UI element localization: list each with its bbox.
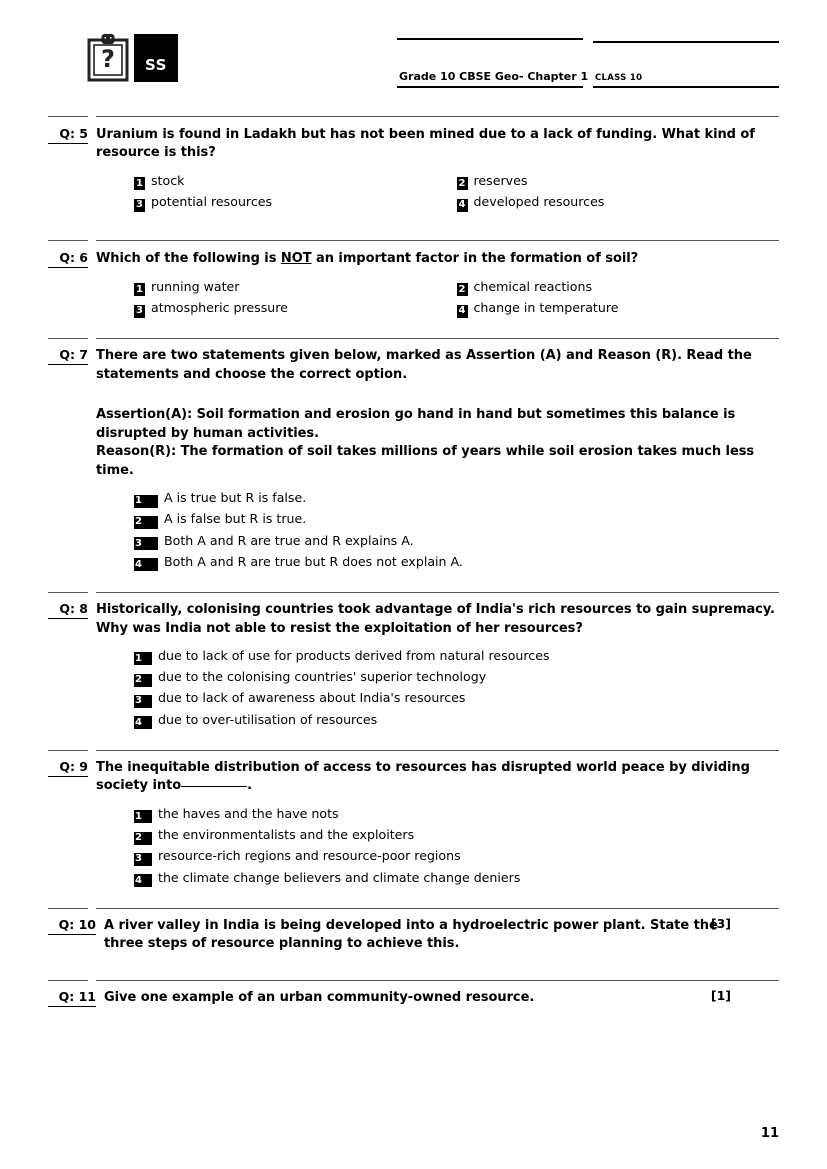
question-label: Q: 11 bbox=[48, 989, 96, 1007]
option-item[interactable] bbox=[134, 172, 457, 190]
option-number: 3 bbox=[134, 305, 145, 318]
option-number: 3 bbox=[134, 537, 158, 550]
option-item[interactable] bbox=[134, 553, 779, 571]
option-label: A is true but R is false. bbox=[164, 490, 307, 506]
question-text: Give one example of an urban community-owned resource. bbox=[104, 989, 535, 1005]
options-list bbox=[96, 805, 779, 887]
option-label: Both A and R are true but R does not explain A. bbox=[164, 553, 463, 569]
option-item[interactable] bbox=[134, 826, 779, 844]
question-label: Q: 10 bbox=[48, 917, 96, 935]
question-label: Q: 7 bbox=[48, 347, 88, 365]
assertion-text: Assertion(A): Soil formation and erosion go hand in hand but sometimes this balance is disrupted by human activities. bbox=[96, 407, 736, 441]
answer-blank[interactable] bbox=[181, 786, 247, 787]
option-item[interactable] bbox=[134, 689, 779, 707]
question-block-11 bbox=[48, 980, 779, 1007]
option-number: 4 bbox=[134, 874, 152, 887]
option-item[interactable] bbox=[134, 668, 779, 686]
question-label: Q: 6 bbox=[48, 250, 88, 268]
question-text: A river valley in India is being developed into a hydroelectric power plant. State the three steps of resource planning to achieve this. bbox=[104, 917, 718, 952]
option-item[interactable] bbox=[134, 510, 779, 528]
marks-badge: [1] bbox=[710, 987, 731, 1003]
option-label: resource-rich regions and resource-poor regions bbox=[158, 848, 461, 864]
header-rule-bottom bbox=[593, 86, 779, 88]
option-item[interactable] bbox=[457, 193, 780, 211]
option-number: 4 bbox=[134, 716, 152, 729]
marks-badge: [3] bbox=[710, 915, 731, 931]
question-separator bbox=[48, 240, 779, 241]
question-text bbox=[96, 250, 779, 268]
question-separator bbox=[48, 592, 779, 593]
option-item[interactable] bbox=[457, 172, 780, 190]
header-field-grade bbox=[397, 38, 589, 88]
option-number: 3 bbox=[134, 199, 145, 212]
option-item[interactable] bbox=[134, 647, 779, 665]
clipboard-question-icon bbox=[86, 34, 130, 82]
question-text-emphasis: NOT bbox=[280, 251, 312, 267]
page-number: 11 bbox=[760, 1126, 779, 1141]
question-label: Q: 8 bbox=[48, 601, 88, 619]
question-text-after: . bbox=[247, 778, 253, 794]
question-text-before: Which of the following is bbox=[96, 251, 281, 267]
question-label: Q: 5 bbox=[48, 126, 88, 144]
option-number: 3 bbox=[134, 695, 152, 708]
option-number: 1 bbox=[134, 810, 152, 823]
option-number: 4 bbox=[457, 199, 468, 212]
option-item[interactable] bbox=[457, 278, 780, 296]
option-label: the haves and the have nots bbox=[158, 805, 339, 821]
option-label: stock bbox=[151, 172, 185, 188]
question-label: Q: 9 bbox=[48, 759, 88, 777]
option-label: change in temperature bbox=[473, 300, 619, 316]
options-list bbox=[96, 172, 779, 215]
option-number: 2 bbox=[457, 283, 468, 296]
option-label: A is false but R is true. bbox=[164, 511, 307, 527]
option-number: 1 bbox=[134, 283, 145, 296]
option-label: Both A and R are true and R explains A. bbox=[164, 532, 414, 548]
option-item[interactable] bbox=[134, 869, 779, 887]
option-item[interactable] bbox=[457, 299, 780, 317]
option-item[interactable] bbox=[134, 278, 457, 296]
page-header bbox=[48, 0, 779, 106]
option-number: 2 bbox=[134, 674, 152, 687]
option-number: 4 bbox=[134, 558, 158, 571]
question-separator bbox=[48, 116, 779, 117]
option-number: 3 bbox=[134, 853, 152, 866]
reason-text: Reason(R): The formation of soil takes millions of years while soil erosion takes much less time. bbox=[96, 444, 755, 478]
logo bbox=[86, 34, 178, 82]
svg-text:?: ? bbox=[101, 45, 115, 73]
option-number: 1 bbox=[134, 652, 152, 665]
option-number: 1 bbox=[134, 177, 145, 190]
question-separator bbox=[48, 338, 779, 339]
option-label: due to lack of use for products derived from natural resources bbox=[158, 647, 550, 663]
question-text-after: an important factor in the formation of soil? bbox=[311, 251, 639, 267]
options-list bbox=[96, 647, 779, 729]
option-number: 2 bbox=[457, 177, 468, 190]
question-separator bbox=[48, 908, 779, 909]
header-fields bbox=[397, 34, 779, 88]
question-block-5 bbox=[48, 116, 779, 214]
option-number: 2 bbox=[134, 516, 158, 529]
option-label: potential resources bbox=[151, 194, 273, 210]
question-block-8 bbox=[48, 592, 779, 732]
option-label: atmospheric pressure bbox=[151, 300, 288, 316]
question-text: Uranium is found in Ladakh but has not been mined due to a lack of funding. What kind of resource is this? bbox=[96, 127, 755, 161]
question-text-before: The inequitable distribution of access to resources has disrupted world peace by dividing society into bbox=[96, 759, 750, 794]
question-block-7 bbox=[48, 338, 779, 574]
option-label: the climate change believers and climate change deniers bbox=[158, 869, 521, 885]
option-label: developed resources bbox=[473, 194, 605, 210]
question-text bbox=[96, 759, 779, 796]
header-class-text: CLASS 10 bbox=[595, 73, 643, 83]
header-rule-bottom bbox=[397, 86, 583, 88]
header-field-class bbox=[593, 38, 779, 88]
option-item[interactable] bbox=[134, 532, 779, 550]
option-item[interactable] bbox=[134, 299, 457, 317]
option-label: due to over-utilisation of resources bbox=[158, 711, 378, 727]
option-label: the environmentalists and the exploiters bbox=[158, 827, 415, 843]
ss-badge: SS bbox=[134, 34, 178, 82]
question-separator bbox=[48, 750, 779, 751]
option-number: 2 bbox=[134, 832, 152, 845]
option-label: due to lack of awareness about India's resources bbox=[158, 690, 466, 706]
option-label: due to the colonising countries' superior technology bbox=[158, 669, 487, 685]
question-text: Historically, colonising countries took advantage of India's rich resources to gain supremacy. Why was India not able to resist the exploitation of her resources? bbox=[96, 602, 775, 636]
options-list bbox=[96, 278, 779, 321]
option-item[interactable] bbox=[134, 847, 779, 865]
question-block-6 bbox=[48, 240, 779, 320]
option-item[interactable] bbox=[134, 805, 779, 823]
options-list bbox=[96, 489, 779, 571]
question-block-10 bbox=[48, 908, 779, 954]
option-label: reserves bbox=[473, 172, 528, 188]
option-number: 4 bbox=[457, 305, 468, 318]
option-item[interactable] bbox=[134, 193, 457, 211]
question-text: There are two statements given below, marked as Assertion (A) and Reason (R). Read the statements and choose the correct option. bbox=[96, 348, 752, 382]
question-block-9 bbox=[48, 750, 779, 890]
question-separator bbox=[48, 980, 779, 981]
header-grade-text: Grade 10 CBSE Geo- Chapter 1 bbox=[399, 70, 589, 83]
option-number: 1 bbox=[134, 495, 158, 508]
option-item[interactable] bbox=[134, 711, 779, 729]
option-label: running water bbox=[151, 278, 240, 294]
option-label: chemical reactions bbox=[473, 278, 593, 294]
option-item[interactable] bbox=[134, 489, 779, 507]
